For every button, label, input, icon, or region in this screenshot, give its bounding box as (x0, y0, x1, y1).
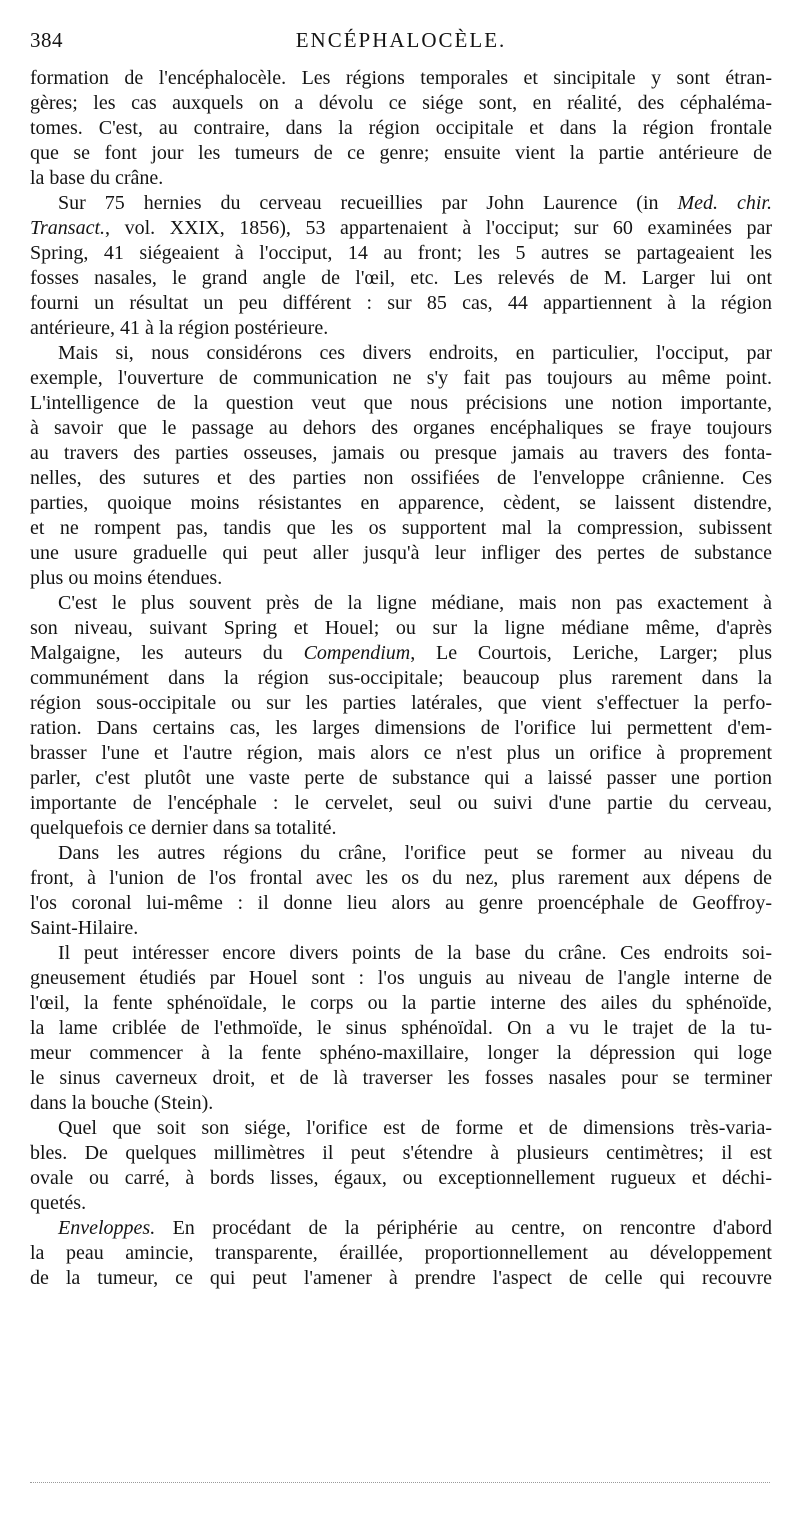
section-heading: Enveloppes. (58, 1217, 156, 1239)
text-line: Saint-Hilaire. (30, 917, 139, 939)
text-line (30, 216, 772, 241)
text-line: le sinus caverneux droit, et de là traverser les fosses nasales pour se terminer (30, 1067, 772, 1089)
footer-rule (30, 1482, 770, 1483)
text-line: parler, c'est plutôt une vaste perte de substance qui a laissé passer une portion (30, 767, 772, 789)
text-line (30, 191, 772, 216)
text-line: front, à l'union de l'os frontal avec les os du nez, plus rarement aux dépens de (30, 867, 772, 889)
page-number: 384 (30, 28, 63, 52)
paragraph-1 (30, 66, 772, 191)
paragraph-6 (30, 941, 772, 1116)
text-line: ration. Dans certains cas, les larges dimensions de l'orifice lui permettent d'em- (30, 717, 772, 739)
text-line: région sous-occipitale ou sur les parties latérales, que vient s'effectuer la perfo- (30, 692, 772, 714)
text-line: nelles, des sutures et des parties non ossifiées de l'enveloppe crânienne. Ces (30, 467, 772, 489)
paragraph-7 (30, 1116, 772, 1216)
text-line: la lame criblée de l'ethmoïde, le sinus sphénoïdal. On a vu le trajet de la tu- (30, 1017, 772, 1039)
book-page (30, 28, 772, 1291)
text-line: parties, quoique moins résistantes en apparence, cèdent, se laissent distendre, (30, 492, 772, 514)
text-line: dans la bouche (Stein). (30, 1092, 214, 1114)
text-run: En procédant de la périphérie au centre, on rencontre d'abord (155, 1217, 772, 1239)
text-line (30, 1216, 772, 1241)
text-line: formation de l'encéphalocèle. Les régions temporales et sincipitale y sont étran- (30, 67, 772, 89)
running-head (30, 28, 772, 62)
text-line: brasser l'une et l'autre région, mais alors ce n'est plus un orifice à proprement (30, 742, 772, 764)
text-line: quetés. (30, 1192, 87, 1214)
paragraph-5 (30, 841, 772, 941)
text-line: son niveau, suivant Spring et Houel; ou sur la ligne médiane même, d'après (30, 617, 772, 639)
text-run: , vol. XXIX, 1856), 53 appartenaient à l'occiput; sur 60 examinées par (105, 217, 772, 239)
journal-title: Transact. (30, 217, 106, 239)
text-line: à savoir que le passage au dehors des organes encéphaliques se fraye toujours (30, 417, 772, 439)
text-line: exemple, l'ouverture de communication ne s'y fait pas toujours au même point. (30, 367, 772, 389)
text-line: de la tumeur, ce qui peut l'amener à prendre l'aspect de celle qui recouvre (30, 1267, 772, 1289)
paragraph-3 (30, 341, 772, 591)
paragraph-4 (30, 591, 772, 841)
text-line: importante de l'encéphale : le cervelet, seul ou suivi d'une partie du cerveau, (30, 792, 772, 814)
paragraph-8 (30, 1216, 772, 1291)
text-line: fourni un résultat un peu différent : sur 85 cas, 44 appartiennent à la région (30, 292, 772, 314)
text-line: Mais si, nous considérons ces divers endroits, en particulier, l'occiput, par (58, 342, 772, 364)
text-line: et ne rompent pas, tandis que les os supportent mal la compression, subissent (30, 517, 772, 539)
text-run: , Le Courtois, Leriche, Larger; plus (410, 642, 773, 664)
paragraph-2 (30, 191, 772, 341)
text-line: au travers des parties osseuses, jamais ou presque jamais au travers des fonta- (30, 442, 772, 464)
text-line: la base du crâne. (30, 167, 164, 189)
text-run: Malgaigne, les auteurs du (30, 642, 283, 664)
work-title: Compendium (303, 642, 411, 664)
text-line: C'est le plus souvent près de la ligne médiane, mais non pas exactement à (58, 592, 772, 614)
text-line: gneusement étudiés par Houel sont : l'os unguis au niveau de l'angle interne de (30, 967, 772, 989)
text-line: Spring, 41 siégeaient à l'occiput, 14 au front; les 5 autres se partageaient les (30, 242, 772, 264)
text-line: Quel que soit son siége, l'orifice est de forme et de dimensions très-varia- (58, 1117, 772, 1139)
text-line: L'intelligence de la question veut que nous précisions une notion importante, (30, 392, 772, 414)
running-title: ENCÉPHALOCÈLE. (295, 28, 507, 52)
text-line: plus ou moins étendues. (30, 567, 223, 589)
text-line: que se font jour les tumeurs de ce genre; ensuite vient la partie antérieure de (30, 142, 772, 164)
text-line: communément dans la région sus-occipitale; beaucoup plus rarement dans la (30, 667, 772, 689)
text-run: Sur 75 hernies du cerveau recueillies par John Laurence (in (58, 192, 659, 214)
text-line: antérieure, 41 à la région postérieure. (30, 317, 329, 339)
text-line (30, 641, 772, 666)
text-line: l'os coronal lui-même : il donne lieu alors au genre proencéphale de Geoffroy- (30, 892, 772, 914)
text-line: meur commencer à la fente sphéno-maxillaire, longer la dépression qui loge (30, 1042, 772, 1064)
text-line: gères; les cas auxquels on a dévolu ce siége sont, en réalité, des céphaléma- (30, 92, 772, 114)
text-line: l'œil, la fente sphénoïdale, le corps ou la partie interne des ailes du sphénoïde, (30, 992, 772, 1014)
text-line: Il peut intéresser encore divers points de la base du crâne. Ces endroits soi- (58, 942, 772, 964)
text-line: ovale ou carré, à bords lisses, égaux, ou exceptionnellement rugueux et déchi- (30, 1167, 772, 1189)
text-line: fosses nasales, le grand angle de l'œil, etc. Les relevés de M. Larger lui ont (30, 267, 772, 289)
text-line: tomes. C'est, au contraire, dans la région occipitale et dans la région frontale (30, 117, 772, 139)
text-line: bles. De quelques millimètres il peut s'étendre à plusieurs centimètres; il est (30, 1142, 772, 1164)
journal-title: Med. chir. (677, 192, 772, 214)
text-line: quelquefois ce dernier dans sa totalité. (30, 817, 337, 839)
text-line: une usure graduelle qui peut aller jusqu'à leur infliger des pertes de substance (30, 542, 772, 564)
body-text (30, 66, 772, 1291)
text-line: Dans les autres régions du crâne, l'orifice peut se former au niveau du (58, 842, 772, 864)
text-line: la peau amincie, transparente, éraillée, proportionnellement au développement (30, 1242, 772, 1264)
